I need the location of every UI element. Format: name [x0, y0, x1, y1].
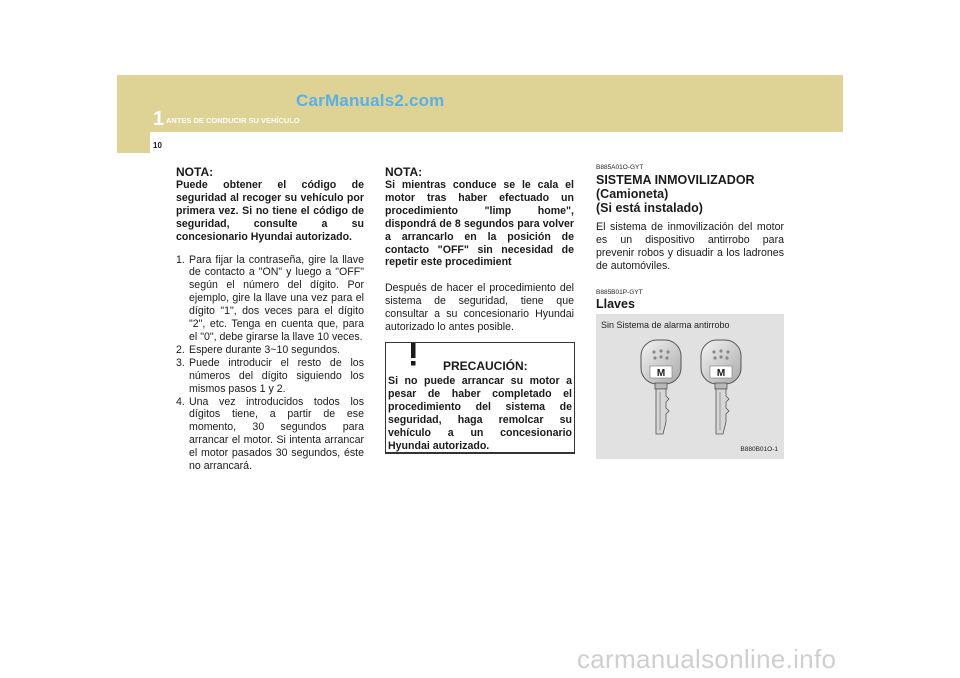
- warning-icon: [398, 341, 428, 367]
- page-tab: [117, 132, 150, 153]
- list-item: [176, 357, 364, 396]
- steps-list: [176, 254, 364, 473]
- section-title-line: (Camioneta): [596, 187, 669, 201]
- section-code: B885A01O-GYT: [596, 164, 644, 171]
- key-icon: [636, 338, 686, 438]
- step-number: 3.: [176, 356, 185, 369]
- page-number: 10: [153, 141, 162, 150]
- nota-title: NOTA:: [385, 165, 423, 179]
- nota-body: Si mientras conduce se le cala el motor tras haber efectuado un procedimiento "limp home", dispondrá de 8 segundos para volver a arrancarlo en la posición de contacto "OFF" sin necesidad de repetir este procedimient: [385, 179, 574, 269]
- chapter-number: 1: [153, 108, 165, 130]
- step-text: Para fijar la contraseña, gire la llave de contacto a "ON" y luego a "OFF" según el número del dígito. Por ejemplo, gire la llave una vez para el dígito "1", dos veces para el dígito "2", etc. Tenga en cuenta que, para el "0", debe girarse la llave 10 veces.: [189, 253, 364, 343]
- figure-code: B880B01O-1: [740, 446, 778, 453]
- section-body: El sistema de inmovilización del motor es un dispositivo antirrobo para prevenir robos y disuadir a los ladrones de automóviles.: [596, 221, 784, 272]
- key-letter: M: [716, 368, 726, 379]
- caution-title: PRECAUCIÓN:: [443, 359, 528, 373]
- nota-body: Puede obtener el código de seguridad al recoger su vehículo por primera vez. Si no tiene el código de seguridad, consulte a su concesionario Hyundai autorizado.: [176, 179, 364, 243]
- key-icon: [696, 338, 746, 438]
- step-text: Puede introducir el resto de los números del dígito siguiendo los mismos pasos 1 y 2.: [189, 356, 364, 395]
- list-item: [176, 254, 364, 344]
- section-title-line: SISTEMA INMOVILIZADOR: [596, 173, 755, 187]
- llaves-code: B885B01P-GYT: [596, 289, 643, 296]
- caution-box: [385, 342, 575, 454]
- caution-body: Si no puede arrancar su motor a pesar de haber completado el procedimiento del sistema de seguridad, haga remolcar su vehículo a un concesionario Hyundai autorizado.: [388, 375, 572, 452]
- column-3: [596, 164, 784, 273]
- list-item: [176, 396, 364, 473]
- step-number: 4.: [176, 395, 185, 408]
- section-title: [596, 173, 784, 215]
- watermark-top[interactable]: CarManuals2.com: [296, 91, 445, 110]
- column-1: [176, 165, 364, 473]
- paragraph: Después de hacer el procedimiento del sistema de seguridad, tiene que consultar a su concesionario Hyundai autorizado lo antes posible.: [385, 282, 574, 334]
- figure-label: Sin Sistema de alarma antirrobo: [601, 320, 730, 330]
- column-2: [385, 165, 574, 334]
- section-title-line: (Si está instalado): [596, 201, 703, 215]
- key-letter: M: [656, 368, 666, 379]
- chapter-title: ANTES DE CONDUCIR SU VEHÍCULO: [166, 116, 300, 125]
- step-number: 1.: [176, 253, 185, 266]
- step-number: 2.: [176, 343, 185, 356]
- watermark-footer[interactable]: carmanualsonline.info: [577, 644, 837, 674]
- nota-title: NOTA:: [176, 165, 214, 179]
- list-item: [176, 344, 364, 357]
- step-text: Espere durante 3~10 segundos.: [189, 343, 341, 356]
- llaves-title: Llaves: [596, 297, 635, 311]
- step-text: Una vez introducidos todos los dígitos tiene, a partir de ese momento, 30 segundos para arrancar el motor. Si intenta arrancar el motor pasados 30 segundos, éste no arrancará.: [189, 395, 364, 473]
- keys-figure: [596, 314, 784, 459]
